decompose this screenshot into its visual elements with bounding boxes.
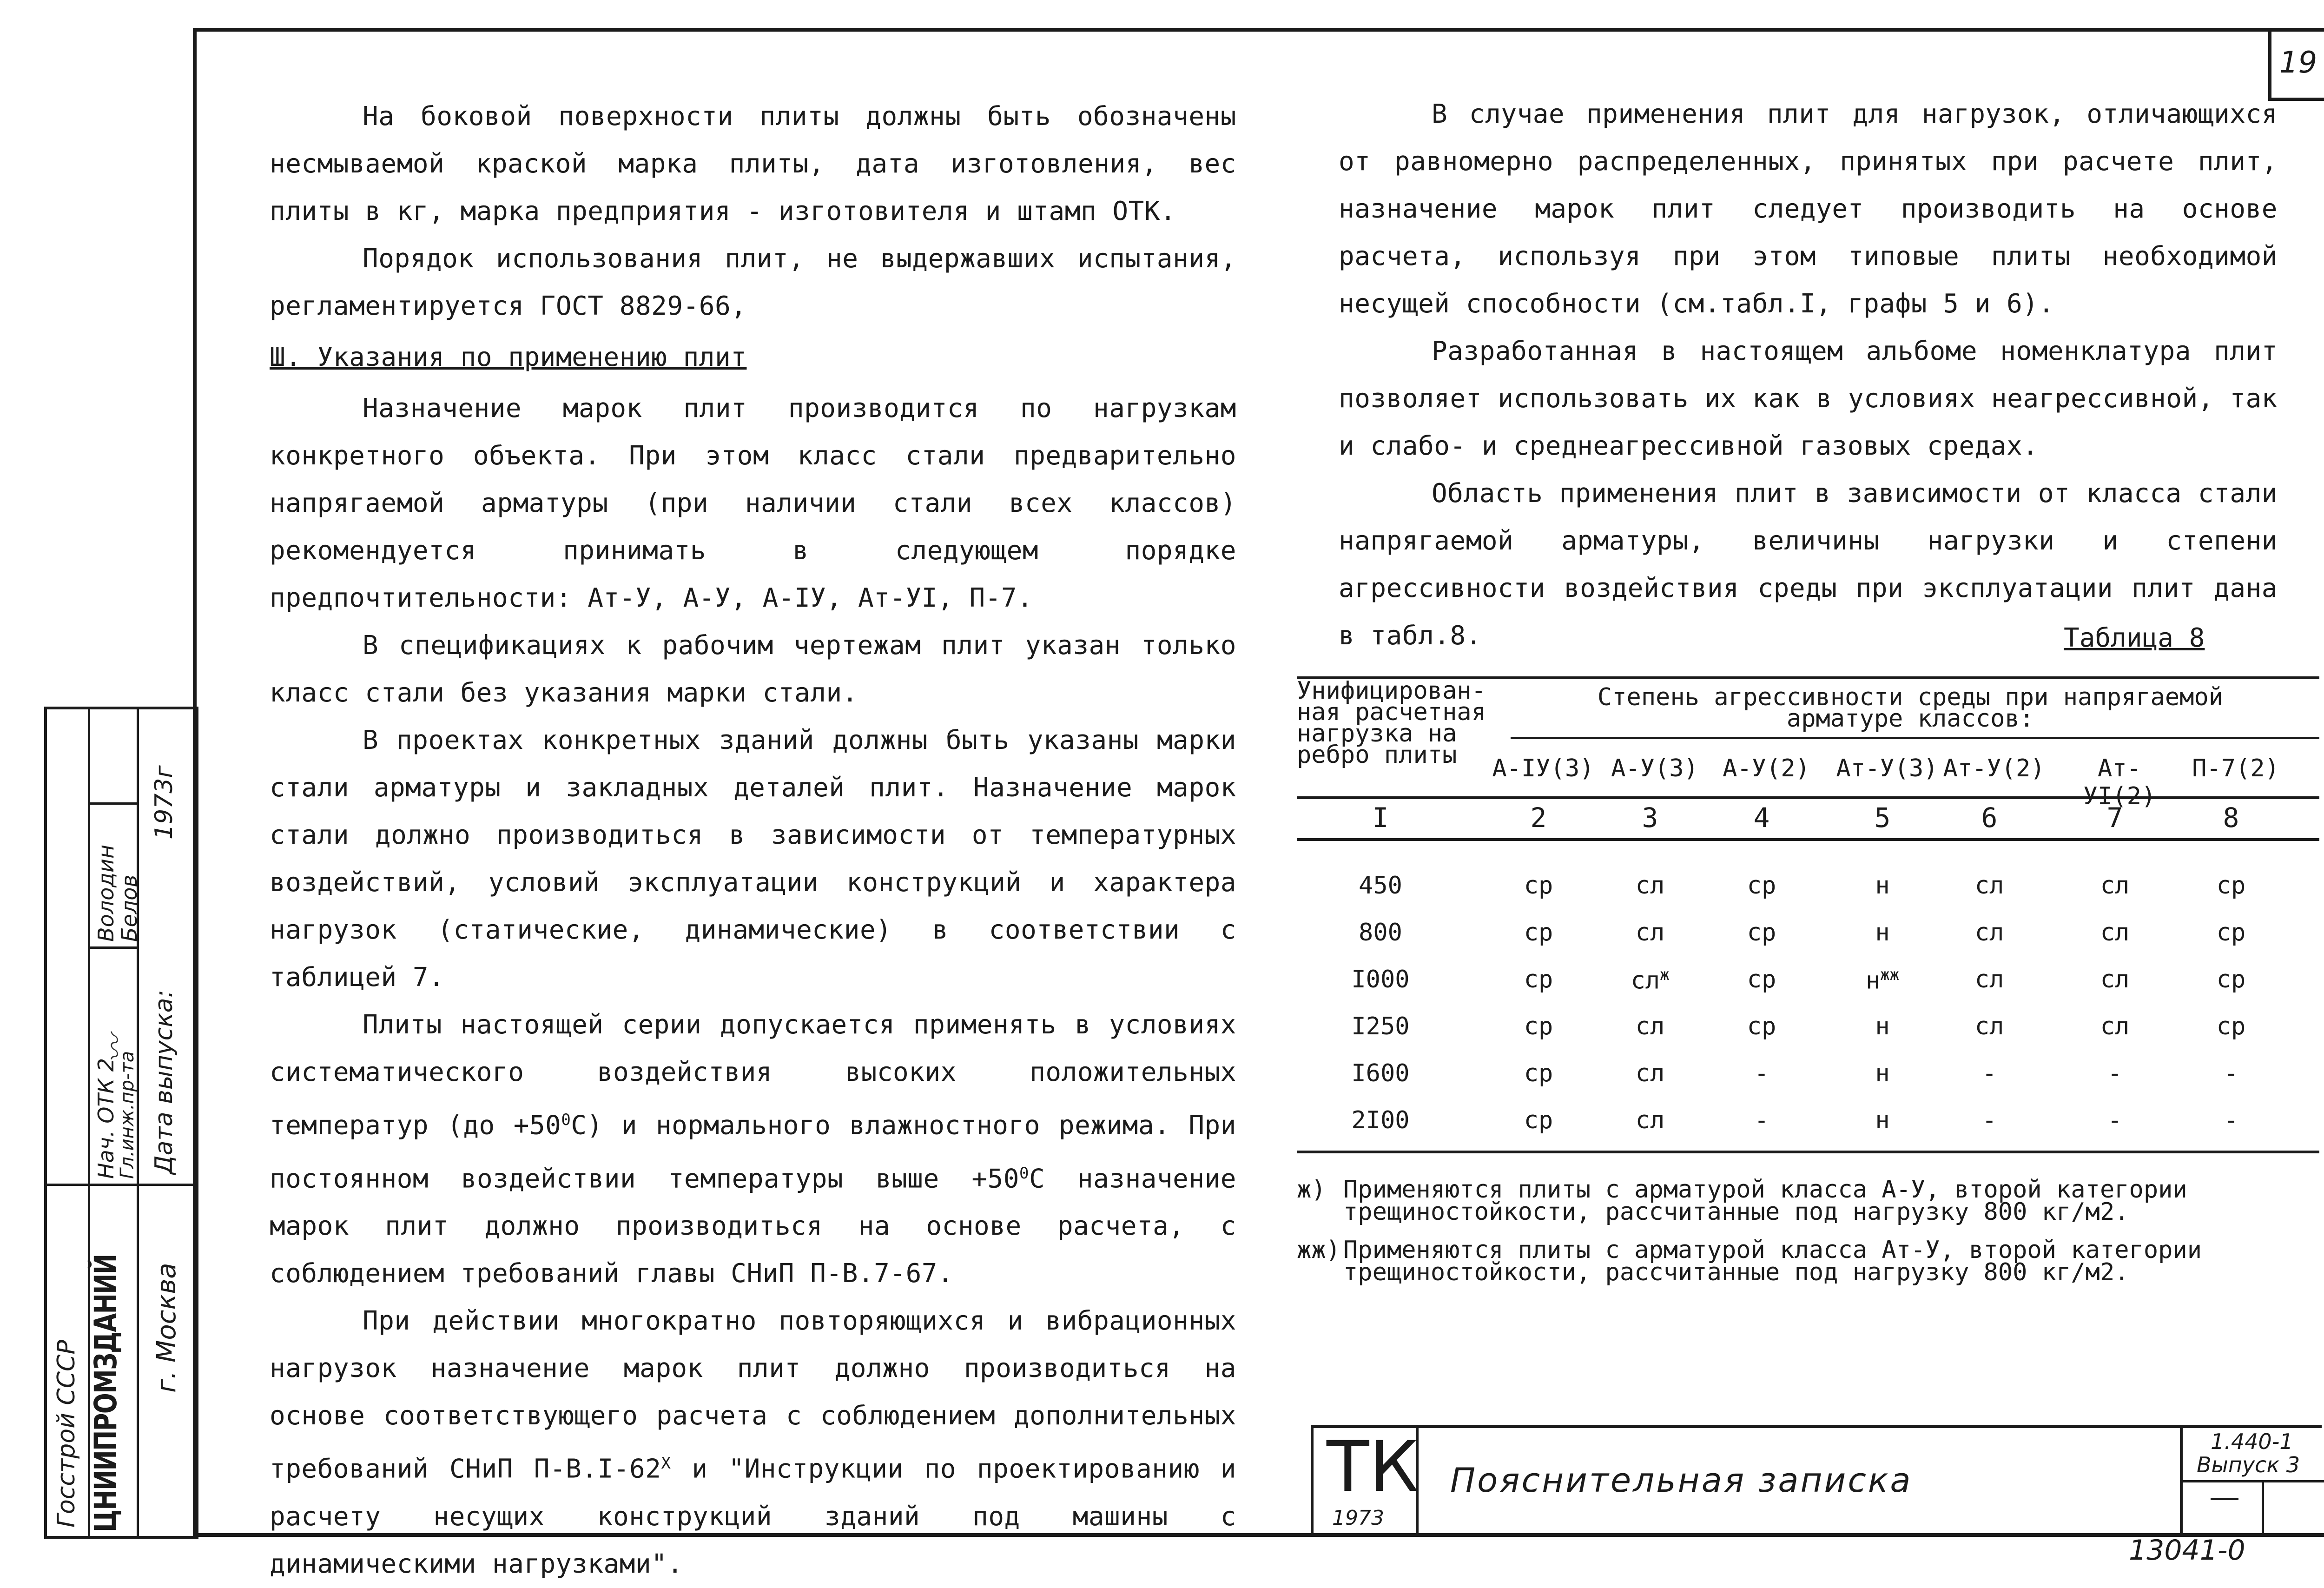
table-cell <box>1715 966 1808 993</box>
footnote-mark: ж) <box>1297 1176 1326 1204</box>
footnote-line: Применяются плиты с арматурой класса Ат-У, второй категории <box>1343 1236 2202 1264</box>
load-value: I000 <box>1351 966 1410 993</box>
table-cell <box>1715 1106 1808 1134</box>
column-number: 6 <box>1981 802 1998 834</box>
column-number: 4 <box>1753 802 1770 834</box>
cell-value: н <box>1875 1012 1890 1040</box>
cell-value: сл <box>2100 872 2130 900</box>
table-cell <box>1492 1012 1585 1040</box>
cell-value: ср <box>2216 1012 2246 1040</box>
superscript: Х <box>661 1454 671 1473</box>
table-cell <box>1604 919 1697 946</box>
cell-value: ср <box>1524 966 1553 993</box>
archive-number: 13041-0 <box>2129 1534 2245 1567</box>
text: С назначение марок плит должно производиться на основе расчета, с соблюдением требований главы СНиП П-В.7-67. <box>270 1164 1236 1289</box>
table-cell <box>1836 966 1929 994</box>
table-cell <box>1492 966 1585 993</box>
table-cell <box>1492 872 1585 900</box>
table-cell <box>1836 1059 1929 1087</box>
table-cell <box>1943 872 2036 900</box>
cell-value: ср <box>2216 919 2246 946</box>
tk-box <box>1311 1428 1419 1535</box>
cell-value: н <box>1875 872 1890 900</box>
cell-value: ср <box>1524 1106 1553 1134</box>
cell-value: - <box>1982 1106 1997 1134</box>
code-box <box>2180 1428 2324 1535</box>
cell-value: сл <box>1974 919 2004 946</box>
paragraph: На боковой поверхности плиты должны быть обозначены несмываемой краской марка плиты, дата изготовления, вес плиты в кг, марка предприятия - изготовителя и штамп ОТК. <box>270 101 1236 226</box>
paragraph: В спецификациях к рабочим чертежам плит указан только класс стали без указания марки стали. <box>270 630 1236 708</box>
paragraph: В случае применения плит для нагрузок, отличающихся от равномерно распределенных, принятых при расчете плит, назначение марок плит следует производить на основе расчета, используя при этом типовые плиты необходимой несущей способности (см.табл.I, графы 5 и 6). <box>1339 99 2278 319</box>
cell-value: сл <box>1635 1012 1665 1040</box>
load-value: 800 <box>1359 919 1402 946</box>
footnote-line: Применяются плиты с арматурой класса А-У, второй категории <box>1343 1176 2187 1204</box>
text: При действии многократно повторяющихся и вибрационных нагрузок назначение марок плит должно производиться на основе соответствующего расчета с соблюдением дополнительных требований СНиП П-В.I-62 <box>270 1306 1236 1484</box>
stamp-date-label: Дата выпуска: <box>150 989 178 1174</box>
text: С) и нормального влажностного режима. При постоянном воздействии температуры выше +50 <box>270 1110 1236 1194</box>
load-value: I600 <box>1351 1059 1410 1087</box>
table-cell <box>1492 919 1585 946</box>
table-cell <box>2185 1106 2278 1134</box>
table-cell <box>2068 872 2161 900</box>
cell-value: ср <box>2216 872 2246 900</box>
table-rule <box>1511 737 2319 739</box>
stamp-role1: Нач. ОТК 2 <box>93 1058 119 1179</box>
cell-value: ср <box>1524 919 1553 946</box>
table-cell <box>1943 1059 2036 1087</box>
table-cell <box>1943 1106 2036 1134</box>
table-cell <box>1715 919 1808 946</box>
paragraph: В проектах конкретных зданий должны быть указаны марки стали арматуры и закладных деталей плит. Назначение марок стали должно производиться в зависимости от температурных воздействий, условий эксплуатации конструкций и характера нагрузок (статические, динамические) в соответствии с таблицей 7. <box>270 725 1236 992</box>
table-rule <box>1297 796 2319 799</box>
cell-value: ср <box>2216 966 2246 993</box>
column-number: 3 <box>1642 802 1658 834</box>
cell-value: сл <box>2100 966 2130 993</box>
title-block <box>1311 1425 2322 1535</box>
table-cell <box>1836 872 1929 900</box>
tk-mark: ТК <box>1327 1427 1419 1508</box>
cell-value: ср <box>1747 1012 1776 1040</box>
left-text-column <box>270 93 1236 1588</box>
table-cell <box>1604 1012 1697 1040</box>
stamp-org: Госстрой СССР <box>53 1340 80 1528</box>
footnote-mark: ж <box>1660 966 1670 984</box>
cell-value: - <box>2224 1059 2238 1087</box>
page-number: 19 <box>2268 28 2324 101</box>
cell-value: сл <box>1974 872 2004 900</box>
cell-value: - <box>1982 1059 1997 1087</box>
column-header: А-IУ(3) <box>1492 754 1594 782</box>
column-header: А-У(2) <box>1723 754 1810 782</box>
row-header-line: ная расчетная <box>1297 698 1486 726</box>
side-stamp <box>44 707 198 1539</box>
table-caption: Таблица 8 <box>2064 623 2205 653</box>
stamp-divider <box>90 802 137 805</box>
tk-year: 1973 <box>1332 1506 1384 1530</box>
table-cell <box>1715 1059 1808 1087</box>
table-cell <box>1604 1106 1697 1134</box>
text: Плиты настоящей серии допускается применять в условиях систематического воздействия высоких положительных температур (до +50 <box>270 1010 1236 1141</box>
paragraph-dynamic <box>270 1297 1236 1588</box>
group-header <box>1511 683 2310 733</box>
cell-value: ср <box>1524 1012 1553 1040</box>
load-value: 2I00 <box>1351 1106 1410 1134</box>
cell-value: н <box>1875 1059 1890 1087</box>
cell-value: сл <box>1974 966 2004 993</box>
column-number: 5 <box>1874 802 1891 834</box>
row-header-line: Унифицирован- <box>1297 677 1486 705</box>
degree-sup: 0 <box>1019 1164 1029 1183</box>
paragraph-temperature <box>270 1001 1236 1297</box>
footnote-mark: жж) <box>1297 1236 1340 1264</box>
cell-value: ср <box>1524 1059 1553 1087</box>
footnote-1 <box>1297 1176 2187 1226</box>
paragraph: Область применения плит в зависимости от класса стали напрягаемой арматуры, величины нагрузки и степени агрессивности воздействия среды при эксплуатации плит дана в табл.8. <box>1339 478 2278 651</box>
table-cell <box>1943 919 2036 946</box>
group-header-line: арматуре классов: <box>1786 705 2034 733</box>
stamp-name1: Володин <box>93 844 119 942</box>
cell-value: ср <box>1747 872 1776 900</box>
cell-value: сл <box>1635 1059 1665 1087</box>
table-cell <box>2068 1012 2161 1040</box>
cell-value: ср <box>1747 919 1776 946</box>
footnote-mark: жж <box>1880 966 1900 984</box>
code-divider <box>2183 1480 2324 1482</box>
cell-value: - <box>2224 1106 2238 1134</box>
column-number: 2 <box>1530 802 1547 834</box>
signature-1: 〰 <box>99 1035 132 1063</box>
stamp-divider <box>139 1184 193 1186</box>
cell-value: ср <box>1524 872 1553 900</box>
table-cell <box>1715 872 1808 900</box>
group-header-line: Степень агрессивности среды при напрягаемой <box>1597 683 2224 711</box>
table-cell <box>1836 1106 1929 1134</box>
load-value: I250 <box>1351 1012 1410 1040</box>
footnote-line: трещиностойкости, рассчитанные под нагрузку 800 кг/м2. <box>1343 1258 2129 1286</box>
table-cell <box>1836 1012 1929 1040</box>
table-cell <box>1492 1059 1585 1087</box>
cell-value: сл <box>1631 966 1660 995</box>
column-number: I <box>1372 802 1389 834</box>
column-header: Ат-У(3) <box>1836 754 1938 782</box>
table-rule <box>1297 1151 2319 1153</box>
cell-value: - <box>2107 1106 2122 1134</box>
sheet-field <box>2211 1498 2238 1500</box>
text: и "Инструкции по проектированию и расчету несущих конструкций зданий под машины с динамическими нагрузками". <box>270 1454 1237 1579</box>
table-cell <box>2185 1059 2278 1087</box>
footnote-line: трещиностойкости, рассчитанные под нагрузку 800 кг/м2. <box>1343 1198 2129 1226</box>
issue-label: Выпуск 3 <box>2197 1452 2300 1477</box>
code-divider <box>2262 1480 2264 1535</box>
table-cell <box>1715 1012 1808 1040</box>
cell-value: н <box>1875 919 1890 946</box>
column-header: А-У(3) <box>1611 754 1698 782</box>
table-cell <box>2185 966 2278 993</box>
row-header-line: нагрузка на <box>1297 720 1457 748</box>
cell-value: сл <box>1974 1012 2004 1040</box>
stamp-divider <box>47 1184 139 1186</box>
table-cell <box>2068 919 2161 946</box>
stamp-name2: Белов <box>117 874 142 942</box>
table-cell <box>1604 966 1697 994</box>
table-cell <box>2068 1106 2161 1134</box>
column-number: 8 <box>2223 802 2239 834</box>
series-code: 1.440-1 <box>2211 1429 2293 1454</box>
cell-value: - <box>2107 1059 2122 1087</box>
cell-value: сл <box>1635 1106 1665 1134</box>
load-value: 450 <box>1359 872 1402 900</box>
table-cell <box>2185 1012 2278 1040</box>
table-cell <box>1492 1106 1585 1134</box>
table-cell <box>1604 872 1697 900</box>
paragraph: Назначение марок плит производится по нагрузкам конкретного объекта. При этом класс стали предварительно напрягаемой арматуры (при наличии стали всех классов) рекомендуется принимать в следующем порядке предпочтительности: Ат-У, А-У, А-IУ, Ат-УI, П-7. <box>270 393 1236 613</box>
footnote-2 <box>1297 1236 2202 1286</box>
table-cell <box>2185 919 2278 946</box>
table-cell <box>2185 872 2278 900</box>
table-cell <box>1836 919 1929 946</box>
stamp-city: г. Москва <box>152 1263 182 1393</box>
stamp-institute: ЦНИИПРОМЗДАНИЙ <box>88 1254 124 1532</box>
table-cell <box>1943 1012 2036 1040</box>
paragraph: Порядок использования плит, не выдержавших испытания, регламентируется ГОСТ 8829-66, <box>270 244 1236 321</box>
paragraph: Разработанная в настоящем альбоме номенклатура плит позволяет использовать их как в условиях неагрессивной, так и слабо- и среднеагрессивной газовых средах. <box>1339 336 2278 461</box>
column-header: Ат-УI(2) <box>2083 754 2156 810</box>
cell-value: сл <box>1635 919 1665 946</box>
column-number: 7 <box>2106 802 2123 834</box>
document-title: Пояснительная записка <box>1450 1461 1913 1500</box>
stamp-year: 1973г <box>150 765 178 840</box>
cell-value: сл <box>2100 919 2130 946</box>
cell-value: сл <box>2100 1012 2130 1040</box>
stamp-divider <box>90 946 137 949</box>
cell-value: - <box>1754 1106 1769 1134</box>
cell-value: сл <box>1635 872 1665 900</box>
table-cell <box>1943 966 2036 993</box>
table-cell <box>2068 1059 2161 1087</box>
column-header: Ат-У(2) <box>1943 754 2045 782</box>
table-cell <box>1604 1059 1697 1087</box>
table-cell <box>2068 966 2161 993</box>
degree-sup: 0 <box>561 1111 571 1129</box>
column-header: П-7(2) <box>2192 754 2279 782</box>
section-heading: Ш. Указания по применению плит <box>270 342 747 372</box>
stamp-role2: Гл.инж.пр-та <box>117 1051 138 1179</box>
row-header-line: ребро плиты <box>1297 741 1457 769</box>
cell-value: н <box>1875 1106 1890 1134</box>
cell-value: - <box>1754 1059 1769 1087</box>
row-header <box>1297 677 1501 769</box>
cell-value: н <box>1865 966 1881 995</box>
cell-value: ср <box>1747 966 1776 993</box>
right-text-column <box>1339 91 2278 660</box>
table-rule <box>1297 838 2319 841</box>
